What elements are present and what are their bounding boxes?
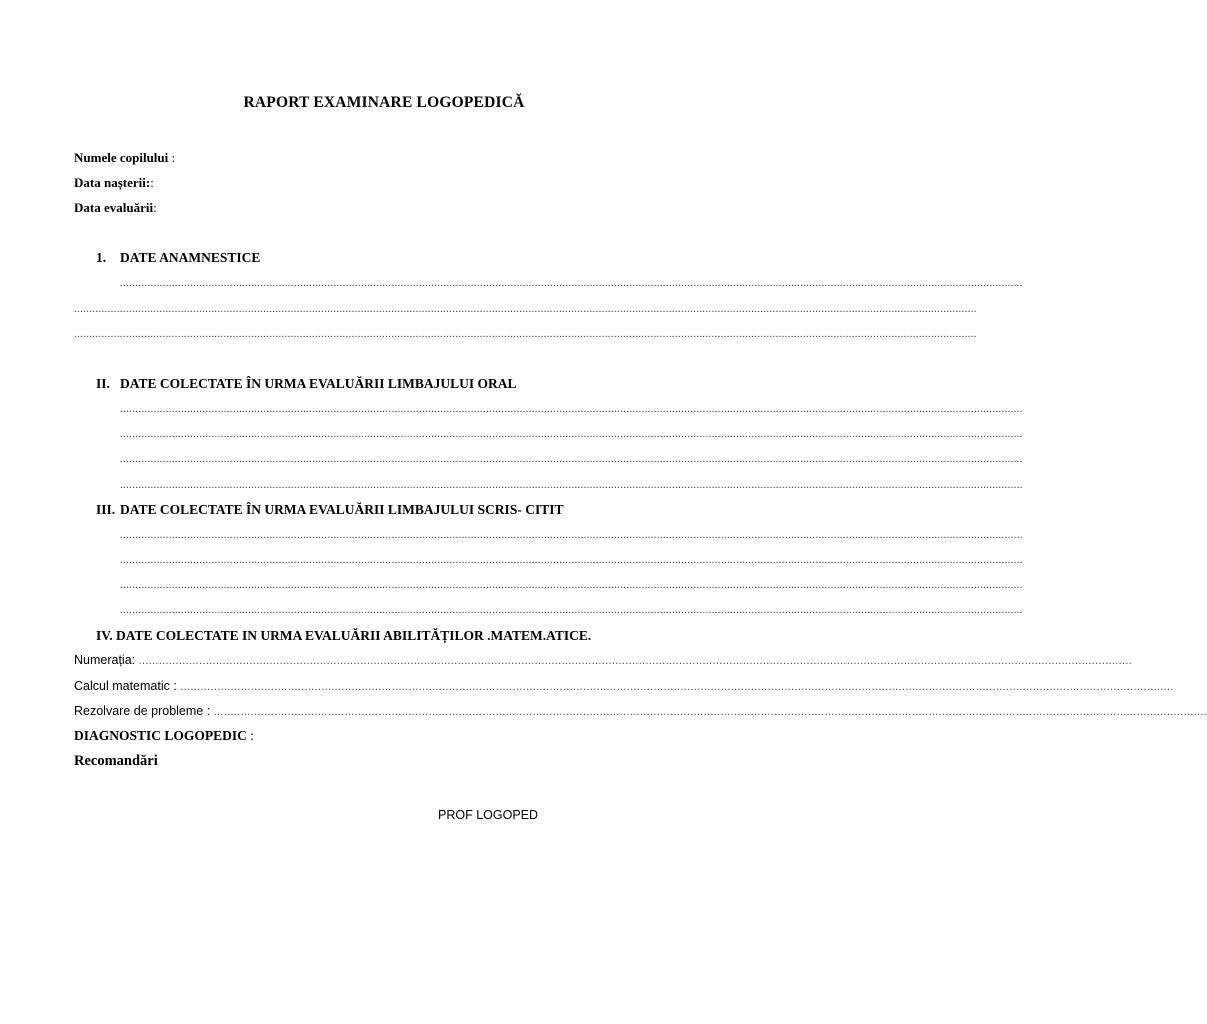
rezolvare-label: Rezolvare de probleme : [74,704,211,718]
page-title: RAPORT EXAMINARE LOGOPEDICĂ [243,94,525,111]
birth-date-colon: : [150,175,154,190]
dotted-line: ........................................................................................................................................................................................................................................................................................................ [120,479,1023,491]
section-1-number: 1. [96,250,107,265]
dotted-line: ........................................................................................................................................................................................................................................................................................................ [120,554,1023,566]
birth-date-field [74,175,154,191]
recommendations-heading: Recomandări [74,753,158,769]
numeratia-label: Numerația: [74,653,136,667]
dotted-line: ........................................................................................................................................................................................................................................................................................................ [120,428,1023,440]
section-2-number: II. [96,376,110,391]
diagnostic-heading [74,728,254,744]
section-3-number: III. [96,502,116,517]
section-3-title: DATE COLECTATE ÎN URMA EVALUĂRII LIMBAJULUI SCRIS- CITIT [120,502,564,517]
dotted-line: ........................................................................................................................................................................................................................................................................................................ [74,328,977,340]
dotted-line: ........................................................................................................................................................................................................................................................................................................ [120,579,1023,591]
section-2-title: DATE COLECTATE ÎN URMA EVALUĂRII LIMBAJULUI ORAL [120,376,517,391]
dotted-line: ........................................................................................................................................................................................................................................................................................................ [74,303,977,315]
child-name-field [74,150,175,166]
dotted-line: ........................................................................................................................................................................................................................................................................................................ [138,655,1133,667]
numeratia-row [74,653,1133,667]
diagnostic-colon: : [246,728,255,743]
dotted-line: ........................................................................................................................................................................................................................................................................................................ [120,403,1023,415]
eval-date-field [74,200,157,216]
eval-date-colon: : [153,200,157,215]
section-1-title: DATE ANAMNESTICE [120,250,261,265]
dotted-line: ........................................................................................................................................................................................................................................................................................................ [180,681,1174,693]
rezolvare-row [74,704,1207,718]
section-4-heading: IV. DATE COLECTATE IN URMA EVALUĂRII ABILITĂȚILOR .MATEM.ATICE. [96,628,592,643]
child-name-label: Numele copilului [74,150,169,165]
dotted-line: ........................................................................................................................................................................................................................................................................................................ [120,529,1023,541]
diagnostic-label: DIAGNOSTIC LOGOPEDIC [74,728,247,743]
dotted-line: ........................................................................................................................................................................................................................................................................................................ [120,453,1023,465]
child-name-colon: : [168,150,176,165]
calcul-label: Calcul matematic : [74,679,177,693]
dotted-line: ........................................................................................................................................................................................................................................................................................................ [120,277,1023,289]
birth-date-label: Data nașterii: [74,175,151,190]
dotted-line: ........................................................................................................................................................................................................................................................................................................ [213,706,1207,718]
calcul-row [74,679,1174,693]
signature-label: PROF LOGOPED [438,808,539,822]
eval-date-label: Data evaluării [74,200,154,215]
dotted-line: ........................................................................................................................................................................................................................................................................................................ [120,604,1023,616]
